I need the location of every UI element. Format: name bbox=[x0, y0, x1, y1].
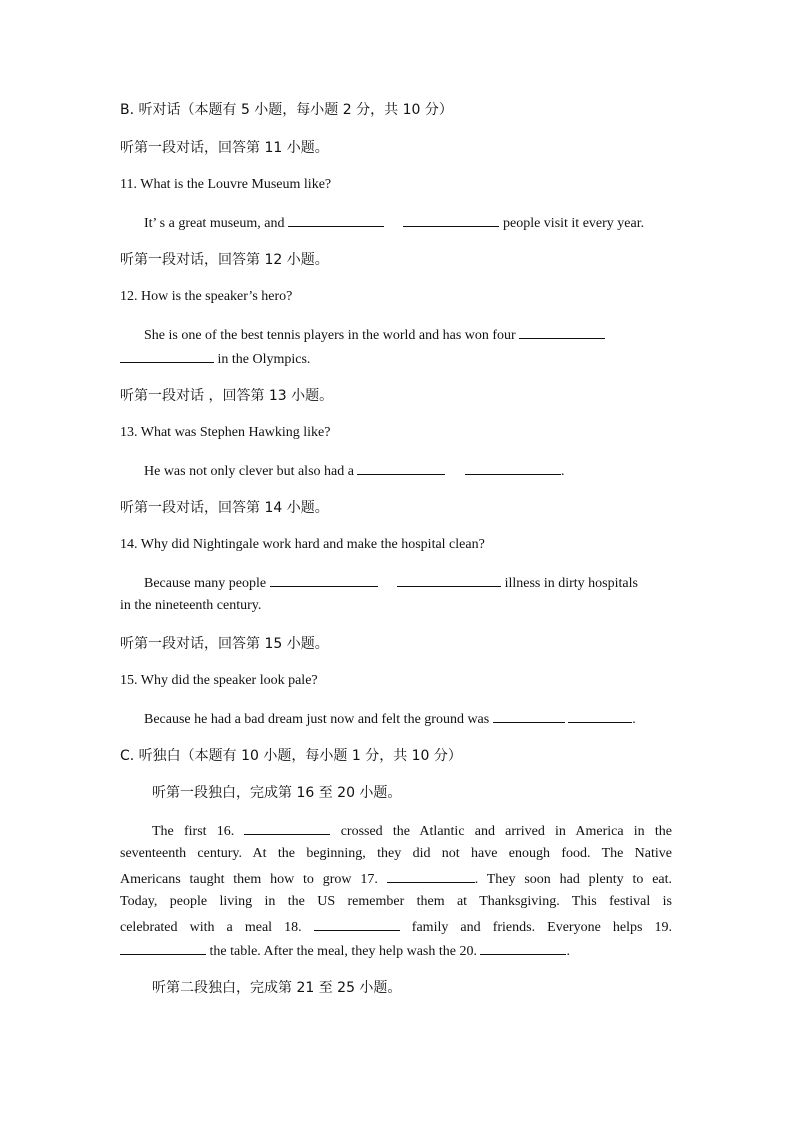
passage-1-line-6 bbox=[120, 941, 672, 961]
item-12-prompt: 听第一段对话，回答第 12 小题。 bbox=[120, 252, 329, 268]
item-14-prompt: 听第一段对话，回答第 14 小题。 bbox=[120, 500, 329, 516]
passage-1-text-3b: . They soon had plenty to eat. bbox=[474, 872, 673, 887]
item-14-answer-before: Because many people bbox=[144, 576, 267, 591]
item-15-answer-after: . bbox=[632, 712, 636, 727]
item-13-answer bbox=[144, 461, 672, 481]
item-12-answer-before: She is one of the best tennis players in the world and has won four bbox=[144, 328, 516, 343]
item-14-question: 14. Why did Nightingale work hard and make the hospital clean? bbox=[120, 537, 485, 552]
item-11-answer-before: It’ s a great museum, and bbox=[144, 216, 285, 231]
item-15-blank-2[interactable] bbox=[568, 709, 632, 723]
section-b-heading: B. 听对话（本题有 5 小题，每小题 2 分，共 10 分） bbox=[120, 102, 453, 118]
item-11-answer-after: people visit it every year. bbox=[502, 216, 645, 231]
item-15-question: 15. Why did the speaker look pale? bbox=[120, 673, 318, 688]
item-12-blank-2[interactable] bbox=[120, 349, 214, 363]
passage-1-line-5 bbox=[120, 917, 672, 937]
item-13-blank-1[interactable] bbox=[357, 461, 445, 475]
item-14-answer-line2: in the nineteenth century. bbox=[120, 598, 262, 613]
item-12-answer-line2 bbox=[120, 349, 672, 369]
section-c-heading: C. 听独白（本题有 10 小题，每小题 1 分，共 10 分） bbox=[120, 748, 462, 764]
item-11-blank-2[interactable] bbox=[403, 213, 499, 227]
blank-20[interactable] bbox=[480, 941, 566, 955]
item-15-answer-before: Because he had a bad dream just now and felt the ground was bbox=[144, 712, 490, 727]
item-11-prompt: 听第一段对话，回答第 11 小题。 bbox=[120, 140, 329, 156]
passage-1-text-1b: crossed the Atlantic and arrived in America in the bbox=[340, 824, 672, 839]
passage-1-line-4: Today, people living in the US remember them at Thanksgiving. This festival is bbox=[120, 894, 672, 909]
item-11-blank-1[interactable] bbox=[288, 213, 384, 227]
item-15-prompt: 听第一段对话，回答第 15 小题。 bbox=[120, 636, 329, 652]
passage-1-line-2: seventeenth century. At the beginning, they did not have enough food. The Native bbox=[120, 846, 672, 861]
item-13-answer-before: He was not only clever but also had a bbox=[144, 464, 354, 479]
passage-1-text-3a: Americans taught them how to grow 17. bbox=[120, 872, 378, 887]
item-14-answer-line1 bbox=[144, 573, 672, 593]
item-15-answer bbox=[144, 709, 672, 729]
item-11-question: 11. What is the Louvre Museum like? bbox=[120, 177, 332, 192]
passage-1-text-6b: . bbox=[566, 944, 570, 959]
item-12-blank-1[interactable] bbox=[519, 325, 605, 339]
passage-1-text-5a: celebrated with a meal 18. bbox=[120, 920, 302, 935]
passage-2-prompt: 听第二段独白，完成第 21 至 25 小题。 bbox=[152, 980, 402, 996]
item-12-question: 12. How is the speaker’s hero? bbox=[120, 289, 293, 304]
item-13-prompt: 听第一段对话 ，回答第 13 小题。 bbox=[120, 388, 334, 404]
passage-1-line-3 bbox=[120, 869, 672, 889]
item-14-blank-2[interactable] bbox=[397, 573, 501, 587]
passage-1-prompt: 听第一段独白，完成第 16 至 20 小题。 bbox=[152, 785, 402, 801]
blank-16[interactable] bbox=[244, 821, 330, 835]
item-13-blank-2[interactable] bbox=[465, 461, 561, 475]
item-14-blank-1[interactable] bbox=[270, 573, 378, 587]
item-13-question: 13. What was Stephen Hawking like? bbox=[120, 425, 331, 440]
passage-1-text-6a: the table. After the meal, they help wash the 20. bbox=[209, 944, 477, 959]
blank-18[interactable] bbox=[314, 917, 400, 931]
passage-1-line-1 bbox=[120, 821, 672, 841]
item-12-answer-after: in the Olympics. bbox=[217, 352, 311, 367]
blank-19[interactable] bbox=[120, 941, 206, 955]
item-15-blank-1[interactable] bbox=[493, 709, 565, 723]
item-12-answer-line1 bbox=[144, 325, 672, 345]
passage-1-text-5b: family and friends. Everyone helps 19. bbox=[411, 920, 673, 935]
item-13-answer-after: . bbox=[560, 464, 565, 479]
item-11-answer bbox=[144, 213, 672, 233]
item-14-answer-mid: illness in dirty hospitals bbox=[504, 576, 638, 591]
blank-17[interactable] bbox=[387, 869, 475, 883]
passage-1-text-1a: The first 16. bbox=[152, 824, 235, 839]
